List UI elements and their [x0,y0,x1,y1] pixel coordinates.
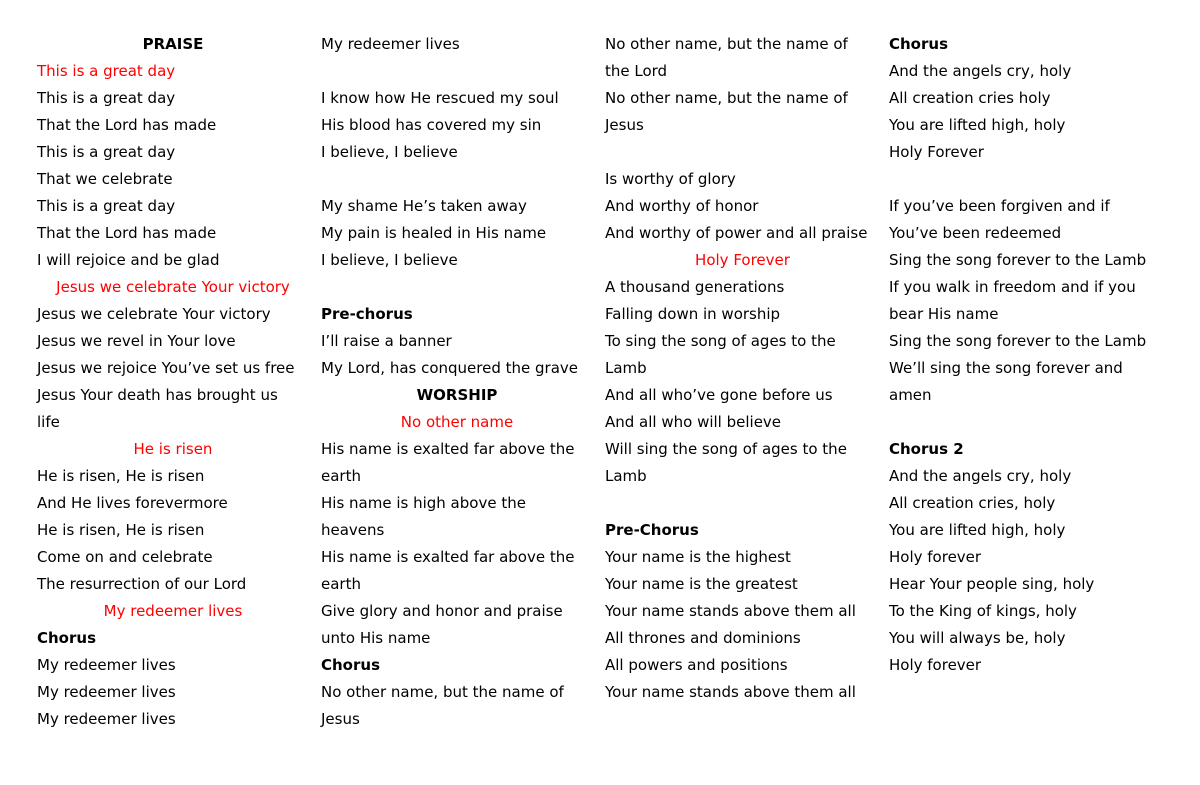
lyric-line: I know how He rescued my soul [321,89,559,107]
song-title: He is risen [133,440,213,458]
lyric-line: And all who’ve gone before us [605,386,833,404]
lyric-line: Is worthy of glory [605,170,736,188]
lyric-line: Jesus we revel in Your love [37,332,236,350]
blank-line [321,274,593,301]
blank-line [321,166,593,193]
lyric-line: This is a great day [37,143,176,161]
lyric-line: amen [889,386,932,404]
lyric-line: And the angels cry, holy [889,62,1072,80]
blank-line [605,490,880,517]
lyric-line: And the angels cry, holy [889,467,1072,485]
lyric-line: All creation cries, holy [889,494,1056,512]
lyric-line: That the Lord has made [37,116,217,134]
lyric-line: You are lifted high, holy [889,521,1066,539]
blank-line [889,166,1164,193]
lyric-line: Will sing the song of ages to the [605,440,847,458]
lyric-line: And worthy of honor [605,197,759,215]
song-title: My redeemer lives [103,602,243,620]
lyric-line: Lamb [605,359,647,377]
lyric-line: And all who will believe [605,413,782,431]
lyric-line: Give glory and honor and praise [321,602,563,620]
lyric-line: He is risen, He is risen [37,467,205,485]
lyric-line: No other name, but the name of [605,89,848,107]
part-label: Chorus [37,629,96,647]
lyric-line: Jesus we celebrate Your victory [37,305,271,323]
blank-line [321,58,593,85]
lyric-line: I believe, I believe [321,251,458,269]
lyric-line: Holy Forever [889,143,984,161]
part-label: Pre-Chorus [605,521,699,539]
lyric-line: My redeemer lives [321,35,460,53]
lyric-line: And worthy of power and all praise [605,224,868,242]
lyric-line: Your name is the highest [605,548,791,566]
lyric-line: You are lifted high, holy [889,116,1066,134]
lyric-line: I believe, I believe [321,143,458,161]
song-title: Jesus we celebrate Your victory [56,278,290,296]
lyric-line: You will always be, holy [889,629,1066,647]
lyric-line: Jesus we rejoice You’ve set us free [37,359,295,377]
lyrics-column-1 [37,31,309,733]
lyric-line: To sing the song of ages to the [605,332,836,350]
lyric-line: You’ve been redeemed [889,224,1062,242]
lyric-line: His name is exalted far above the [321,548,575,566]
lyric-line: Holy forever [889,656,982,674]
lyric-line: My redeemer lives [37,710,176,728]
lyric-line: unto His name [321,629,431,647]
lyric-line: Sing the song forever to the Lamb [889,332,1147,350]
lyrics-column-2 [321,31,593,733]
lyric-line: Sing the song forever to the Lamb [889,251,1147,269]
lyric-line: We’ll sing the song forever and [889,359,1123,377]
lyric-line: I’ll raise a banner [321,332,452,350]
lyric-line: life [37,413,60,431]
lyric-line: All powers and positions [605,656,788,674]
lyric-line: He is risen, He is risen [37,521,205,539]
lyric-line: Come on and celebrate [37,548,213,566]
lyric-line: Falling down in worship [605,305,781,323]
lyric-line: Your name stands above them all [605,683,856,701]
song-title: No other name [400,413,514,431]
lyric-line: And He lives forevermore [37,494,228,512]
lyric-line: That we celebrate [37,170,173,188]
lyric-line: I will rejoice and be glad [37,251,220,269]
lyric-line: His name is high above the [321,494,526,512]
lyric-line: earth [321,575,361,593]
lyric-line: Holy forever [889,548,982,566]
lyric-line: earth [321,467,361,485]
lyric-line: The resurrection of our Lord [37,575,247,593]
lyrics-column-3 [605,31,880,706]
blank-line [605,139,880,166]
lyric-line: All creation cries holy [889,89,1051,107]
lyric-line: To the King of kings, holy [889,602,1077,620]
lyric-line: Your name is the greatest [605,575,798,593]
part-label: Pre-chorus [321,305,413,323]
lyric-line: No other name, but the name of [321,683,564,701]
lyric-line: My redeemer lives [37,656,176,674]
lyric-line: That the Lord has made [37,224,217,242]
lyric-line: Your name stands above them all [605,602,856,620]
part-label: Chorus [321,656,380,674]
lyric-line: No other name, but the name of [605,35,848,53]
lyric-line: If you’ve been forgiven and if [889,197,1110,215]
section-heading: PRAISE [142,35,204,53]
lyric-line: the Lord [605,62,668,80]
lyric-line: All thrones and dominions [605,629,801,647]
part-label: Chorus 2 [889,440,964,458]
lyric-line: His blood has covered my sin [321,116,542,134]
song-title: Holy Forever [695,251,790,269]
lyric-line: A thousand generations [605,278,785,296]
lyric-line: Jesus Your death has brought us [37,386,278,404]
lyric-line: heavens [321,521,385,539]
lyric-line: My pain is healed in His name [321,224,547,242]
lyric-line: This is a great day [37,197,176,215]
lyric-line: My Lord, has conquered the grave [321,359,579,377]
lyric-line: Lamb [605,467,647,485]
lyric-line: Jesus [321,710,360,728]
lyrics-column-4 [889,31,1164,679]
lyric-line: Hear Your people sing, holy [889,575,1095,593]
lyric-line: If you walk in freedom and if you [889,278,1136,296]
lyric-line: bear His name [889,305,999,323]
blank-line [889,409,1164,436]
lyric-line: This is a great day [37,89,176,107]
song-title: This is a great day [37,62,176,80]
lyric-line: My shame He’s taken away [321,197,527,215]
lyric-line: His name is exalted far above the [321,440,575,458]
lyric-line: My redeemer lives [37,683,176,701]
lyric-line: Jesus [605,116,644,134]
section-heading: WORSHIP [416,386,498,404]
part-label: Chorus [889,35,948,53]
